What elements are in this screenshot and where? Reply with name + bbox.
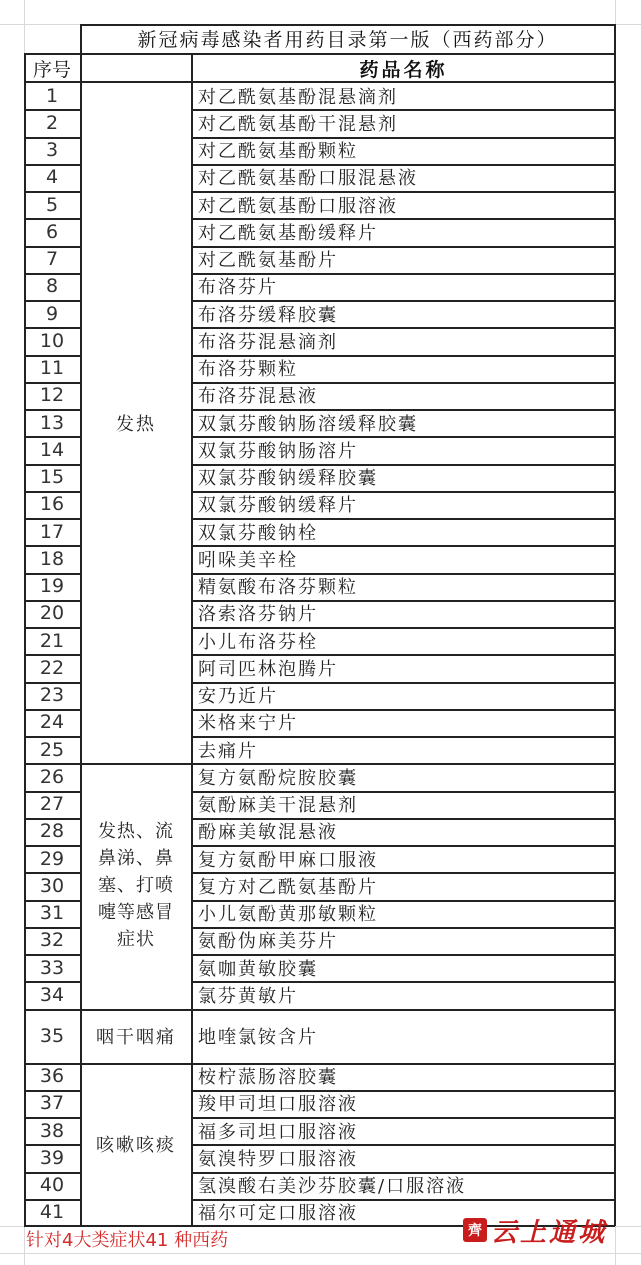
drug-name: 去痛片 <box>198 740 258 762</box>
drug-name: 氨酚伪麻美芬片 <box>198 931 338 953</box>
row-number: 5 <box>45 193 59 216</box>
table-title: 新冠病毒感染者用药目录第一版（西药部分） <box>137 28 558 51</box>
drug-name: 氨溴特罗口服溶液 <box>198 1148 358 1170</box>
drug-name: 氨咖黄敏胶囊 <box>198 958 318 980</box>
drug-name: 双氯芬酸钠缓释胶囊 <box>198 468 378 490</box>
row-number: 15 <box>39 466 65 489</box>
drug-name: 布洛芬混悬滴剂 <box>198 331 338 353</box>
drug-name: 布洛芬片 <box>198 277 278 299</box>
drug-name: 对乙酰氨基酚片 <box>198 250 338 272</box>
row-number: 30 <box>39 874 65 897</box>
row-number: 33 <box>39 956 65 979</box>
drug-name: 小儿氨酚黄那敏颗粒 <box>198 904 378 926</box>
row-number: 14 <box>39 438 65 461</box>
row-number: 41 <box>39 1201 65 1224</box>
drug-name: 氯芬黄敏片 <box>198 985 298 1007</box>
row-number: 40 <box>39 1174 65 1197</box>
drug-name: 阿司匹林泡腾片 <box>198 658 338 680</box>
row-number: 16 <box>39 493 65 516</box>
drug-name: 双氯芬酸钠缓释片 <box>198 495 358 517</box>
header-top-border <box>24 53 615 55</box>
row-number: 3 <box>45 139 59 162</box>
category-cell: 咽干咽痛 <box>96 1026 176 1048</box>
row-number: 26 <box>39 765 65 788</box>
drug-name: 对乙酰氨基酚干混悬剂 <box>198 113 398 135</box>
drug-name: 双氯芬酸钠栓 <box>198 522 318 544</box>
row-number: 19 <box>39 575 65 598</box>
drug-name: 羧甲司坦口服溶液 <box>198 1094 358 1116</box>
row-number: 29 <box>39 847 65 870</box>
row-number: 2 <box>45 111 59 134</box>
row-number: 38 <box>39 1119 65 1142</box>
drug-name: 双氯芬酸钠肠溶缓释胶囊 <box>198 413 418 435</box>
footer-note: 针对4大类症状41 种西药 <box>26 1230 229 1251</box>
drug-name: 精氨酸布洛芬颗粒 <box>198 577 358 599</box>
row-number: 31 <box>39 902 65 925</box>
row-number: 25 <box>39 738 65 761</box>
title-top-border <box>80 24 615 26</box>
row-number: 12 <box>39 384 65 407</box>
row-number: 35 <box>39 1024 65 1047</box>
row-number: 23 <box>39 684 65 707</box>
border-right <box>614 24 616 1226</box>
row-number: 39 <box>39 1146 65 1169</box>
watermark-text: 云上通城 <box>491 1217 608 1248</box>
row-number: 27 <box>39 793 65 816</box>
row-number: 4 <box>45 166 59 189</box>
category-cell: 发热 <box>116 413 156 435</box>
row-number: 32 <box>39 929 65 952</box>
drug-name: 布洛芬缓释胶囊 <box>198 304 338 326</box>
drug-name: 复方氨酚甲麻口服液 <box>198 849 378 871</box>
row-number: 34 <box>39 983 65 1006</box>
row-number: 7 <box>45 248 59 271</box>
row-number: 1 <box>45 84 59 107</box>
category-cell: 咳嗽咳痰 <box>96 1135 176 1157</box>
drug-name: 对乙酰氨基酚口服混悬液 <box>198 168 418 190</box>
drug-name: 小儿布洛芬栓 <box>198 631 318 653</box>
drug-name: 复方氨酚烷胺胶囊 <box>198 767 358 789</box>
row-number: 22 <box>39 656 65 679</box>
row-number: 17 <box>39 520 65 543</box>
watermark-seal-icon: 齊 <box>463 1218 487 1242</box>
drug-name: 氢溴酸右美沙芬胶囊/口服溶液 <box>198 1176 467 1198</box>
row-number: 6 <box>45 220 59 243</box>
header-drug-name: 药品名称 <box>359 58 448 81</box>
watermark-logo <box>463 1213 607 1247</box>
drug-name: 地喹氯铵含片 <box>198 1026 318 1048</box>
drug-name: 双氯芬酸钠肠溶片 <box>198 440 358 462</box>
drug-name: 桉柠蒎肠溶胶囊 <box>198 1067 338 1089</box>
drug-name: 对乙酰氨基酚口服溶液 <box>198 195 398 217</box>
row-number: 21 <box>39 629 65 652</box>
row-number: 36 <box>39 1065 65 1088</box>
row-number: 13 <box>39 411 65 434</box>
row-number: 28 <box>39 820 65 843</box>
drug-name: 安乃近片 <box>198 686 278 708</box>
row-number: 24 <box>39 711 65 734</box>
drug-name: 福多司坦口服溶液 <box>198 1121 358 1143</box>
row-number: 20 <box>39 602 65 625</box>
row-number: 10 <box>39 329 65 352</box>
category-cell: 发热、流 鼻涕、鼻 塞、打喷 嚏等感冒 症状 <box>98 821 174 951</box>
drug-name: 对乙酰氨基酚缓释片 <box>198 222 378 244</box>
row-number: 11 <box>39 357 65 380</box>
header-seq: 序号 <box>32 58 71 81</box>
drug-name: 布洛芬颗粒 <box>198 359 298 381</box>
drug-name: 吲哚美辛栓 <box>198 549 298 571</box>
row-number: 37 <box>39 1092 65 1115</box>
drug-name: 布洛芬混悬液 <box>198 386 318 408</box>
drug-name: 酚麻美敏混悬液 <box>198 822 338 844</box>
row-number: 18 <box>39 547 65 570</box>
drug-name: 氨酚麻美干混悬剂 <box>198 795 358 817</box>
row-number: 8 <box>45 275 59 298</box>
drug-name: 复方对乙酰氨基酚片 <box>198 876 378 898</box>
drug-name: 福尔可定口服溶液 <box>198 1203 358 1225</box>
drug-name: 对乙酰氨基酚混悬滴剂 <box>198 86 398 108</box>
drug-name: 洛索洛芬钠片 <box>198 604 318 626</box>
drug-name: 米格来宁片 <box>198 713 298 735</box>
row-number: 9 <box>45 302 59 325</box>
drug-name: 对乙酰氨基酚颗粒 <box>198 141 358 163</box>
